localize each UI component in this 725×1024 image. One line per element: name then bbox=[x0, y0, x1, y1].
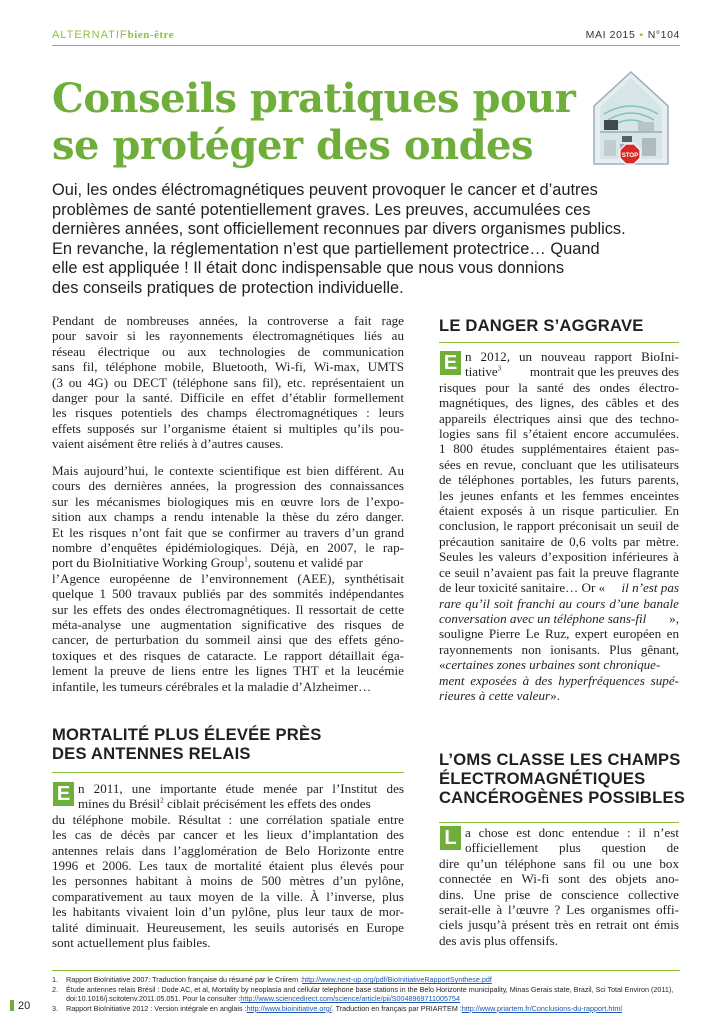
quote-run: ment exposées à des hyperfréquences supé- bbox=[439, 672, 679, 688]
title-line: se protéger des ondes bbox=[52, 122, 534, 169]
footnote-text: doi:10.1016/j.scitotenv.2011.05.051. Pour la consulter : bbox=[66, 994, 241, 1004]
text-line: sur les mécanismes biologiques mis en œuvre lors de l’expo- bbox=[52, 493, 404, 509]
section-rule bbox=[439, 342, 679, 343]
footnote bbox=[52, 994, 682, 1004]
text-line bbox=[439, 673, 679, 688]
text-line: logies sans fil s’étaient encore accumulées. bbox=[439, 426, 679, 442]
text-line: connectée en Wi-fi sont des objets ano- bbox=[439, 871, 679, 887]
text-line: infantile, les tumeurs cérébrales et la maladie d’Alzheimer… bbox=[52, 678, 372, 694]
issue-date: MAI 2015 bbox=[585, 29, 636, 41]
footer-rule bbox=[52, 970, 680, 971]
text-line: 1996 et 2006. Les taux de mortalité étaient plus élevés pour bbox=[52, 858, 404, 874]
text-line bbox=[439, 364, 679, 379]
text-line: des avis plus offensifs. bbox=[439, 932, 559, 948]
text-run: mines du Brésil bbox=[78, 796, 161, 812]
text-line bbox=[52, 796, 404, 811]
intro-line: Oui, les ondes éléctromagnétiques peuvent provoquer le cancer et d’autres bbox=[52, 181, 598, 199]
left-paragraph-1 bbox=[52, 313, 404, 452]
text-line bbox=[439, 657, 679, 672]
text-line: sition aux champs a rendu intenable la thèse du zéro danger. bbox=[52, 509, 404, 525]
text-line: méta-analyse une augmentation significative des risques de bbox=[52, 617, 404, 633]
quote-run: il n’est pas bbox=[621, 580, 679, 596]
text-line: souligne Pierre Le Ruz, expert européen en bbox=[439, 626, 679, 642]
issue-info bbox=[586, 29, 680, 41]
footnote bbox=[52, 985, 682, 995]
drop-cap: L bbox=[440, 826, 461, 850]
brand-bold: bien-être bbox=[127, 29, 175, 41]
quote-run: rare qu’il soit franchi au cours d’une banale bbox=[439, 595, 679, 611]
section-heading-mortality bbox=[52, 725, 322, 763]
footnote bbox=[52, 975, 682, 985]
text-run: », bbox=[669, 610, 679, 626]
text-run bbox=[465, 364, 501, 379]
text-line: du téléphone mobile. Résultat : une corrélation spatiale entre bbox=[52, 811, 404, 827]
heading-line: CANCÉROGÈNES POSSIBLES bbox=[439, 788, 685, 807]
text-line: vaient aisément être reliés à d’autres causes. bbox=[52, 436, 284, 452]
text-line: a chose est donc entendue : il n’est bbox=[465, 825, 679, 840]
heading-line: ÉLECTROMAGNÉTIQUES bbox=[439, 769, 646, 788]
text-line: pour savoir si les rayonnements électromagnétiques liés au bbox=[52, 328, 404, 344]
article-title bbox=[52, 75, 582, 169]
text-line: sées en revue, concluant que les utilisateurs bbox=[439, 456, 679, 472]
text-line: l’Agence européenne de l’environnement (AEE), synthétisait bbox=[52, 570, 404, 586]
footnote-number: 3. bbox=[52, 1003, 58, 1013]
text-line: les jeunes enfants et les femmes enceintes bbox=[439, 487, 679, 503]
intro-line: problèmes de santé potentiellement graves. Les preuves, accumulées ces bbox=[52, 200, 591, 219]
text-line: (3 ou 4G) ou DECT (téléphone sans fil), etc. représentaient un bbox=[52, 374, 404, 390]
intro-line: elle est appliquée ! Il était donc indispensable que nous vous donnions bbox=[52, 259, 565, 278]
text-line: dins. Une prise de conscience collective bbox=[439, 886, 679, 902]
drop-cap: E bbox=[440, 351, 461, 375]
text-run: « bbox=[439, 657, 446, 673]
footnotes bbox=[52, 975, 682, 1013]
text-line bbox=[439, 596, 679, 611]
footnote-ref: 3 bbox=[497, 365, 502, 374]
heading-line: DES ANTENNES RELAIS bbox=[52, 744, 251, 763]
intro-line: En revanche, la réglementation n’est que partiellement protectrice… Quand bbox=[52, 239, 600, 258]
brand-light: ALTERNATIF bbox=[52, 29, 128, 41]
issue-number: N°104 bbox=[647, 29, 680, 41]
text-line: lement la preuve de liens entre les lignes THT et la leucémie bbox=[52, 663, 404, 679]
text-line: conclusion, le rapport préconisait un seuil de bbox=[439, 518, 679, 534]
text-line: antennes relais dans l’agglomération de Belo Horizonte entre bbox=[52, 842, 404, 858]
section-heading-oms bbox=[439, 750, 685, 807]
footnote bbox=[52, 1004, 682, 1014]
text-line: Seules les valeurs d’exposition inférieures à bbox=[439, 549, 679, 565]
text-line: Mais aujourd’hui, le contexte scientifique est bien différent. Au bbox=[52, 463, 404, 478]
text-line: officiellement plus question de bbox=[465, 840, 679, 856]
section-rule bbox=[439, 822, 679, 823]
footnote-number bbox=[52, 994, 66, 1004]
text-line: de téléphones portables, les futurs parents, bbox=[439, 472, 679, 488]
footnote-text: . Traduction en français par PRIARTEM : bbox=[331, 1003, 462, 1013]
title-line: Conseils pratiques pour bbox=[52, 75, 576, 122]
text-line bbox=[52, 555, 404, 570]
text-line: magnétiques, des lignes, des câbles et des bbox=[439, 395, 679, 411]
text-line: serait-elle à l’œuvre ? Les organismes offi- bbox=[439, 902, 679, 918]
footnote-link[interactable]: http://www.sciencedirect.com/science/article/pii/S0048969711005754 bbox=[240, 994, 460, 1004]
oms-paragraph bbox=[439, 825, 679, 948]
danger-paragraph bbox=[439, 349, 679, 703]
text-line: Et les risques n’ont fait que se confirmer au travers d’un grand bbox=[52, 524, 404, 540]
text-run: ciblait précisément les effets des ondes bbox=[163, 796, 371, 812]
section-heading-danger: LE DANGER S’AGGRAVE bbox=[439, 316, 644, 335]
footnote-number: 2. bbox=[52, 984, 58, 994]
text-line: danger pour la santé. Difficile en effet d’établir formellement bbox=[52, 390, 404, 406]
text-line: n 2012, un nouveau rapport BioIni- bbox=[465, 349, 679, 364]
intro-line: dernières années, sont officiellement reconnues par divers organismes publics. bbox=[52, 220, 626, 239]
text-line: cancer, de perturbation du sommeil ainsi que des effets géno- bbox=[52, 632, 404, 648]
text-line: sur les effets des ondes électromagnétiques. Il ressortait de cette bbox=[52, 601, 404, 617]
text-line: sont actuellement plus faibles. bbox=[52, 935, 211, 951]
text-line: 1 800 études supplémentaires étaient pas- bbox=[439, 441, 679, 457]
text-line: ce seuil n’avaient pas fait la preuve flagrante bbox=[439, 564, 679, 580]
mortality-paragraph bbox=[52, 781, 404, 950]
text-run: , soutenu et validé par bbox=[247, 555, 363, 571]
text-line: réseau électrique ou aux technologies de communication bbox=[52, 343, 404, 359]
intro-line: des conseils pratiques de protection individuelle. bbox=[52, 278, 404, 297]
text-line: effets supposés sur l’organisme étaient si multiples qu’ils pou- bbox=[52, 420, 404, 436]
footnote-link[interactable]: http://www.next-up.org/pdf/BioInitiativeRapportSynthese.pdf bbox=[302, 975, 492, 984]
text-line: cours des dernières années, la progression des connaissances bbox=[52, 478, 404, 494]
footnote-link[interactable]: http://www.bioinitiative.org/ bbox=[246, 1003, 332, 1013]
footnote-ref: 2 bbox=[160, 797, 164, 806]
page-number: 20 bbox=[18, 1000, 31, 1012]
text-run: ». bbox=[550, 687, 560, 703]
footnote-number: 1. bbox=[52, 975, 58, 984]
text-line: risques pour la santé des ondes électro- bbox=[439, 379, 679, 395]
quote-run: conversation avec un téléphone sans-fil bbox=[439, 610, 647, 626]
text-line bbox=[439, 611, 679, 626]
text-line: ciels jusqu’à présent très en retrait ont émis bbox=[439, 917, 679, 933]
footnote-ref: 1 bbox=[244, 556, 248, 565]
text-run: montrait que les preuves des bbox=[529, 364, 679, 380]
heading-line: MORTALITÉ PLUS ÉLEVÉE PRÈS bbox=[52, 725, 322, 744]
quote-run: certaines zones urbaines sont chronique- bbox=[445, 657, 661, 673]
header-rule bbox=[52, 45, 680, 46]
left-paragraph-2 bbox=[52, 463, 404, 694]
text-line: dire qu’un téléphone sans fil ou une box bbox=[439, 855, 679, 871]
separator-dot: • bbox=[639, 29, 644, 41]
text-line: n 2011, une importante étude menée par l’Institut des bbox=[78, 781, 404, 796]
text-line bbox=[439, 580, 679, 595]
page-marker bbox=[10, 1000, 14, 1011]
footnote-link[interactable]: http://www.priartem.fr/Conclusions-du-rapport.html bbox=[461, 1003, 622, 1013]
text-line: Pendant de nombreuses années, la controverse a fait rage bbox=[52, 313, 404, 328]
text-run: tiative bbox=[465, 364, 498, 380]
text-line: nombre d’enquêtes épidémiologiques. Déjà, en 2007, le rap- bbox=[52, 540, 404, 556]
text-line: comparativement au taux moyen de la ville. À l’inverse, plus bbox=[52, 888, 404, 904]
stop-sign-icon bbox=[619, 143, 641, 165]
heading-line: L’OMS CLASSE LES CHAMPS bbox=[439, 750, 681, 769]
footnote-text: Rapport BioInitiative 2012 : Version intégrale en anglais : bbox=[66, 1003, 247, 1013]
text-line: les personnes habitant à moins de 500 mètres d’un pylône, bbox=[52, 873, 404, 889]
quote-run: rieures à cette valeur bbox=[439, 687, 551, 703]
text-line: appareils électriques ainsi que des techno- bbox=[439, 410, 679, 426]
text-line: toxiques et des risques de cataracte. Le rapport détaillait éga- bbox=[52, 647, 404, 663]
text-run: de leur toxicité sanitaire… Or « bbox=[439, 580, 606, 596]
text-line: précaution sanitaire de 0,6 volts par mètre. bbox=[439, 533, 679, 549]
text-line: les habitants vivaient loin d’un pylône, plus leur taux de mor- bbox=[52, 904, 404, 920]
text-line: rayonnements non ionisants. Plus gênant, bbox=[439, 641, 679, 657]
magazine-brand bbox=[52, 29, 174, 41]
text-line: les cas de décès par cancer et les lieux d’implantation des bbox=[52, 827, 404, 843]
text-line: quelque 1 500 travaux publiés par des sommités indépendantes bbox=[52, 586, 404, 602]
text-line: les risques potentiels des champs électromagnétiques : leurs bbox=[52, 405, 404, 421]
drop-cap: E bbox=[53, 782, 74, 806]
footnote-text: Rapport BioInitiative 2007: Traduction française du résumé par le Criirem : bbox=[66, 975, 303, 984]
section-rule bbox=[52, 772, 404, 773]
footnote-text: Étude antennes relais Brésil : Dode AC, et al, Mortality by neoplasia and cellular telephone base stations in the Belo Horizonte municipality, Minas Gerais state, Brazil, Sci Total Environ (2011), bbox=[66, 984, 674, 994]
text-line: sans fil, téléphone mobile, Bluetooth, Wi-fi, Wi-max, UMTS bbox=[52, 359, 404, 375]
text-line: talité diminuait. Heureusement, les seuils autorisés en Europe bbox=[52, 919, 404, 935]
intro-paragraph bbox=[52, 181, 682, 299]
text-line bbox=[439, 688, 679, 703]
text-run: port du BioInitiative Working Group bbox=[52, 555, 245, 571]
svg-text:STOP: STOP bbox=[621, 153, 639, 159]
text-line: étaient exposés à un risque particulier. En bbox=[439, 503, 679, 519]
